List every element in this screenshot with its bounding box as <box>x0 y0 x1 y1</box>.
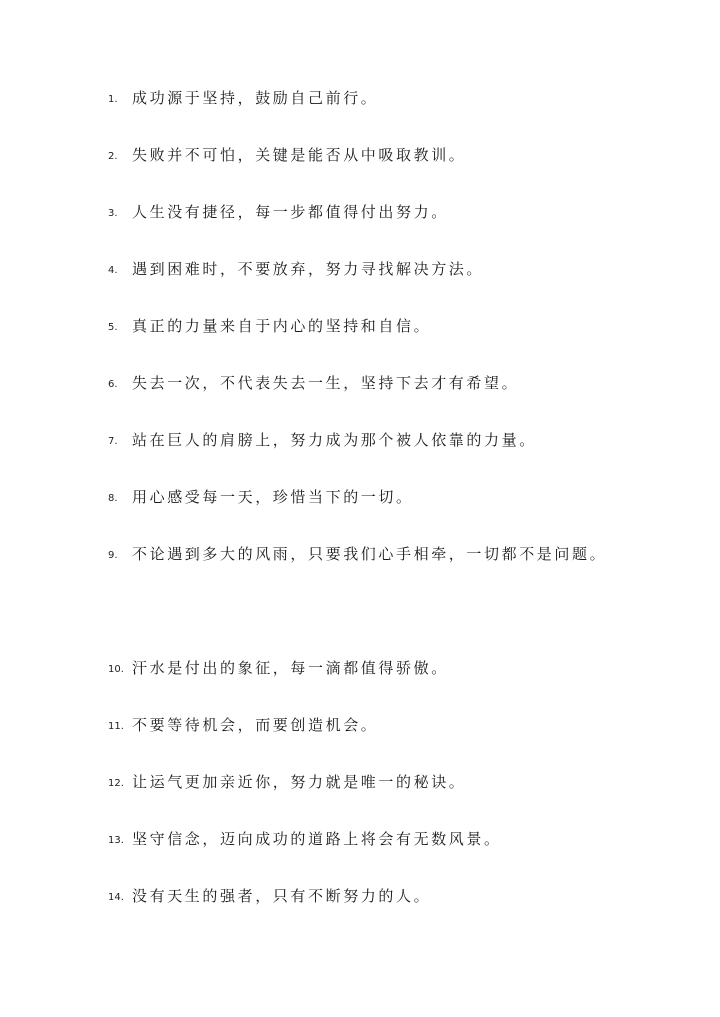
item-number: 6. <box>108 379 118 390</box>
item-number: 10. <box>108 664 124 675</box>
item-text: 失去一次，不代表失去一生，坚持下去才有希望。 <box>132 374 520 392</box>
item-number: 11. <box>108 721 124 732</box>
item-text: 坚守信念，迈向成功的道路上将会有无数风景。 <box>132 830 502 848</box>
item-number: 9. <box>108 550 118 561</box>
list-item <box>108 884 628 941</box>
item-text: 不要等待机会，而要创造机会。 <box>132 716 379 734</box>
item-number: 2. <box>108 151 118 162</box>
item-number: 4. <box>108 265 118 276</box>
item-number: 3. <box>108 208 118 219</box>
list-item <box>108 257 628 314</box>
list-item <box>108 656 628 713</box>
list-item <box>108 143 628 200</box>
item-text: 真正的力量来自于内心的坚持和自信。 <box>132 317 432 335</box>
item-number: 5. <box>108 322 118 333</box>
list-item <box>108 200 628 257</box>
item-number: 8. <box>108 493 118 504</box>
item-text: 失败并不可怕，关键是能否从中吸取教训。 <box>132 146 467 164</box>
list-item <box>108 314 628 371</box>
list-item <box>108 371 628 428</box>
list-item <box>108 770 628 827</box>
list-item <box>108 827 628 884</box>
item-text: 用心感受每一天，珍惜当下的一切。 <box>132 488 414 506</box>
item-number: 1. <box>108 94 118 105</box>
item-text: 汗水是付出的象征，每一滴都值得骄傲。 <box>132 659 449 677</box>
item-number: 7. <box>108 436 118 447</box>
quote-list <box>108 86 628 941</box>
item-number: 12. <box>108 778 124 789</box>
item-text: 站在巨人的肩膀上，努力成为那个被人依靠的力量。 <box>132 431 537 449</box>
item-text: 让运气更加亲近你，努力就是唯一的秘诀。 <box>132 773 467 791</box>
item-text: 成功源于坚持，鼓励自己前行。 <box>132 89 379 107</box>
list-item <box>108 713 628 770</box>
item-text: 遇到困难时，不要放弃，努力寻找解决方法。 <box>132 260 485 278</box>
list-item <box>108 428 628 485</box>
list-item <box>108 86 628 143</box>
item-text: 不论遇到多大的风雨，只要我们心手相牵，一切都不是问题。 <box>132 545 608 563</box>
list-item <box>108 542 628 656</box>
item-text: 没有天生的强者，只有不断努力的人。 <box>132 887 432 905</box>
item-text: 人生没有捷径，每一步都值得付出努力。 <box>132 203 449 221</box>
item-number: 14. <box>108 892 124 903</box>
item-number: 13. <box>108 835 124 846</box>
